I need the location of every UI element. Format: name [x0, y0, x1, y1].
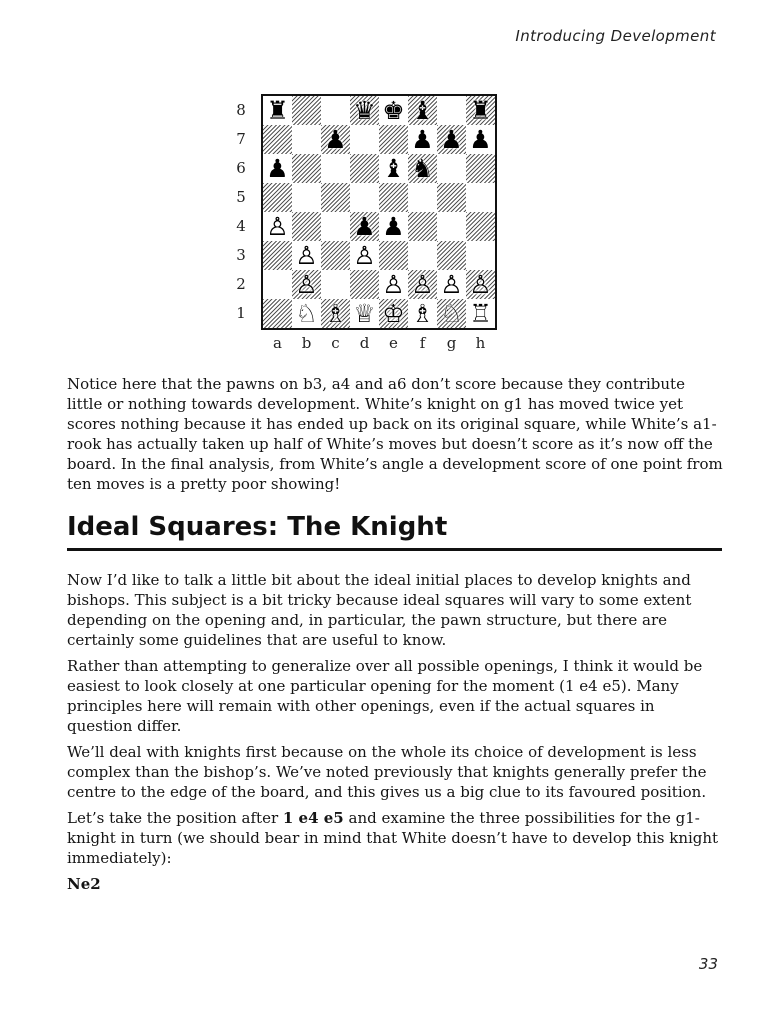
white-pawn-icon: ♙ — [353, 241, 376, 270]
chess-diagram — [233, 94, 533, 356]
square-c7 — [321, 125, 350, 154]
square-c1 — [321, 299, 350, 328]
file-label-g: g — [446, 334, 457, 352]
white-queen-icon: ♕ — [353, 299, 376, 328]
square-b3 — [292, 241, 321, 270]
square-g1 — [437, 299, 466, 328]
square-d6 — [350, 154, 379, 183]
square-b2 — [292, 270, 321, 299]
square-f7 — [408, 125, 437, 154]
square-f6 — [408, 154, 437, 183]
square-c8 — [321, 96, 350, 125]
file-label-f: f — [419, 334, 426, 352]
square-g5 — [437, 183, 466, 212]
black-king-icon: ♚ — [382, 96, 405, 125]
square-f3 — [408, 241, 437, 270]
square-c3 — [321, 241, 350, 270]
rank-label-7: 7 — [236, 130, 246, 148]
square-h4 — [466, 212, 495, 241]
square-e1 — [379, 299, 408, 328]
square-g4 — [437, 212, 466, 241]
square-e4 — [379, 212, 408, 241]
square-b4 — [292, 212, 321, 241]
square-e5 — [379, 183, 408, 212]
square-b1 — [292, 299, 321, 328]
file-label-c: c — [331, 334, 340, 352]
square-h2 — [466, 270, 495, 299]
file-label-d: d — [359, 334, 370, 352]
paragraph-text: Notice here that the pawns on b3, a4 and a6 don’t score because they contribute little or nothing towards development. White’s knight on g1 has moved twice yet scores nothing because it has ended up back on its original square, while White’s a1-rook has actually taken up half of White’s moves but doesn’t score as it’s now off the board. In the final analysis, from White’s angle a development score of one point from ten moves is a pretty poor showing! — [67, 375, 723, 493]
square-d7 — [350, 125, 379, 154]
square-f4 — [408, 212, 437, 241]
square-c4 — [321, 212, 350, 241]
square-g8 — [437, 96, 466, 125]
white-pawn-icon: ♙ — [295, 270, 318, 299]
paragraph-ideal-squares-intro: Now I’d like to talk a little bit about the ideal initial places to develop knights and bishops. This subject is a bit tricky because ideal squares will vary to some extent depending on the opening and, in particular, the pawn structure, but there are certainly some guidelines that are useful to know. — [67, 571, 692, 649]
file-label-h: h — [475, 334, 486, 352]
white-king-icon: ♔ — [382, 299, 405, 328]
square-e6 — [379, 154, 408, 183]
black-pawn-icon: ♟ — [440, 125, 463, 154]
white-knight-icon: ♘ — [440, 299, 463, 328]
white-pawn-icon: ♙ — [266, 212, 289, 241]
file-label-a: a — [273, 334, 282, 352]
square-d5 — [350, 183, 379, 212]
square-b7 — [292, 125, 321, 154]
square-a2 — [263, 270, 292, 299]
section-body — [67, 570, 723, 900]
square-h8 — [466, 96, 495, 125]
chess-board — [261, 94, 497, 330]
square-a1 — [263, 299, 292, 328]
square-c5 — [321, 183, 350, 212]
running-header: Introducing Development — [515, 27, 716, 45]
white-pawn-icon: ♙ — [295, 241, 318, 270]
file-labels — [263, 334, 495, 352]
text-before-move: Let’s take the position after — [67, 809, 283, 827]
file-label-b: b — [301, 334, 312, 352]
rank-label-1: 1 — [236, 304, 246, 322]
square-e2 — [379, 270, 408, 299]
square-b6 — [292, 154, 321, 183]
text-after-move: and examine the three possibilities for the g1-knight in turn (we should bear in mind that White doesn’t have to develop this knight immediately): — [67, 809, 719, 867]
black-bishop-icon: ♝ — [382, 154, 405, 183]
square-e3 — [379, 241, 408, 270]
square-a3 — [263, 241, 292, 270]
black-pawn-icon: ♟ — [266, 154, 289, 183]
white-pawn-icon: ♙ — [440, 270, 463, 299]
rank-label-4: 4 — [236, 217, 246, 235]
square-g7 — [437, 125, 466, 154]
square-g6 — [437, 154, 466, 183]
square-a4 — [263, 212, 292, 241]
move-heading: Ne2 — [67, 875, 101, 893]
file-label-e: e — [389, 334, 398, 352]
square-h5 — [466, 183, 495, 212]
move-notation: 1 e4 e5 — [282, 809, 344, 827]
square-h7 — [466, 125, 495, 154]
square-a7 — [263, 125, 292, 154]
rank-label-8: 8 — [236, 101, 246, 119]
square-d8 — [350, 96, 379, 125]
square-f8 — [408, 96, 437, 125]
square-f2 — [408, 270, 437, 299]
white-bishop-icon: ♗ — [411, 299, 434, 328]
black-knight-icon: ♞ — [411, 154, 434, 183]
black-pawn-icon: ♟ — [469, 125, 492, 154]
square-d2 — [350, 270, 379, 299]
square-d3 — [350, 241, 379, 270]
square-f1 — [408, 299, 437, 328]
rank-label-2: 2 — [236, 275, 246, 293]
section-title: Ideal Squares: The Knight — [67, 512, 722, 551]
white-pawn-icon: ♙ — [382, 270, 405, 299]
square-f5 — [408, 183, 437, 212]
paragraph-opening-choice: Rather than attempting to generalize over all possible openings, I think it would be easiest to look closely at one particular opening for the moment (1 e4 e5). Many principles here will remain with other openings, even if the actual squares in question differ. — [67, 657, 703, 735]
square-d1 — [350, 299, 379, 328]
rank-label-3: 3 — [236, 246, 246, 264]
square-e8 — [379, 96, 408, 125]
black-pawn-icon: ♟ — [324, 125, 347, 154]
square-c6 — [321, 154, 350, 183]
white-knight-icon: ♘ — [295, 299, 318, 328]
square-h1 — [466, 299, 495, 328]
black-pawn-icon: ♟ — [411, 125, 434, 154]
black-pawn-icon: ♟ — [353, 212, 376, 241]
black-rook-icon: ♜ — [266, 96, 289, 125]
black-rook-icon: ♜ — [469, 96, 492, 125]
white-bishop-icon: ♗ — [324, 299, 347, 328]
square-d4 — [350, 212, 379, 241]
square-b8 — [292, 96, 321, 125]
white-rook-icon: ♖ — [469, 299, 492, 328]
paragraph-position-after — [67, 808, 723, 868]
square-a8 — [263, 96, 292, 125]
square-h3 — [466, 241, 495, 270]
square-e7 — [379, 125, 408, 154]
paragraph-knights-first: We’ll deal with knights first because on the whole its choice of development is less complex than the bishop’s. We’ve noted previously that knights generally prefer the centre to the edge of the board, and this gives us a big clue to its favoured position. — [67, 743, 707, 801]
square-c2 — [321, 270, 350, 299]
rank-label-6: 6 — [236, 159, 246, 177]
square-a5 — [263, 183, 292, 212]
white-pawn-icon: ♙ — [411, 270, 434, 299]
paragraph-board-comment — [67, 374, 723, 500]
rank-label-5: 5 — [236, 188, 246, 206]
black-pawn-icon: ♟ — [382, 212, 405, 241]
square-b5 — [292, 183, 321, 212]
square-g2 — [437, 270, 466, 299]
black-queen-icon: ♛ — [353, 96, 376, 125]
square-h6 — [466, 154, 495, 183]
page-number: 33 — [698, 955, 718, 973]
square-a6 — [263, 154, 292, 183]
square-g3 — [437, 241, 466, 270]
white-pawn-icon: ♙ — [469, 270, 492, 299]
black-bishop-icon: ♝ — [411, 96, 434, 125]
